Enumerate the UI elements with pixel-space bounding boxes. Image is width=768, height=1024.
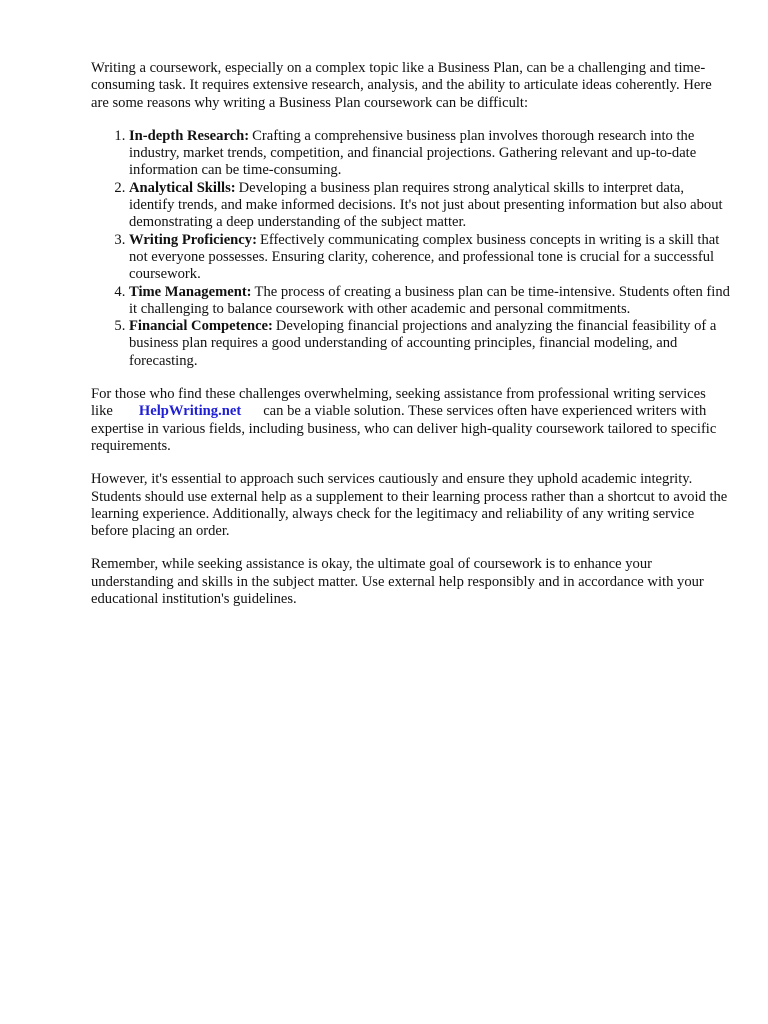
caution-paragraph: However, it's essential to approach such services cautiously and ensure they uphold academic integrity. Students should use external help as a supplement to their learning process rather than a shortcut to avoid the learning experience. Additionally, always check for the legitimacy and reliability of any writing service before placing an order.: [91, 471, 728, 540]
list-item: [129, 128, 731, 180]
reason-term: Financial Competence:: [129, 318, 273, 335]
reason-text: Effectively communicating complex business concepts in writing is a skill that not everyone possesses. Ensuring clarity, coherence, and professional tone is crucial for a successful coursework.: [129, 231, 720, 283]
list-item: [129, 318, 731, 370]
reason-term: Analytical Skills:: [129, 179, 236, 196]
reason-text: The process of creating a business plan can be time-intensive. Students often find it challenging to balance coursework with other academic and personal commitments.: [129, 283, 730, 317]
reasons-list: [91, 128, 731, 370]
intro-paragraph: Writing a coursework, especially on a complex topic like a Business Plan, can be a challenging and time-consuming task. It requires extensive research, analysis, and the ability to articulate ideas coherently. Here are some reasons why writing a Business Plan coursework can be difficult:: [91, 60, 712, 111]
reason-text: Crafting a comprehensive business plan involves thorough research into the industry, market trends, competition, and financial projections. Gathering relevant and up-to-date information can be time-consuming.: [129, 127, 697, 179]
reason-text: Developing financial projections and analyzing the financial feasibility of a business plan requires a good understanding of accounting principles, financial modeling, and forecasting.: [129, 318, 717, 369]
list-item: [129, 180, 731, 232]
list-item: [129, 284, 731, 319]
assistance-paragraph: [91, 386, 731, 455]
helpwriting-link[interactable]: HelpWriting.net: [138, 403, 242, 420]
assistance-text-before: For those who find these challenges overwhelming, seeking assistance from professional writing services like: [91, 386, 706, 420]
reason-term: In-depth Research:: [129, 127, 250, 144]
document-page: [91, 60, 731, 624]
closing-paragraph: Remember, while seeking assistance is okay, the ultimate goal of coursework is to enhance your understanding and skills in the subject matter. Use external help responsibly and in accordance with your educational institution's guidelines.: [91, 556, 704, 608]
assistance-text-after: can be a viable solution. These services often have experienced writers with expertise in various fields, including business, who can deliver high-quality coursework tailored to specific requirements.: [91, 403, 717, 454]
reason-term: Time Management:: [129, 283, 252, 300]
list-item: [129, 232, 731, 284]
reason-term: Writing Proficiency:: [129, 231, 257, 248]
reason-text: Developing a business plan requires strong analytical skills to interpret data, identify trends, and make informed decisions. It's not just about presenting information but also about demonstrating a deep understanding of the subject matter.: [129, 179, 723, 231]
